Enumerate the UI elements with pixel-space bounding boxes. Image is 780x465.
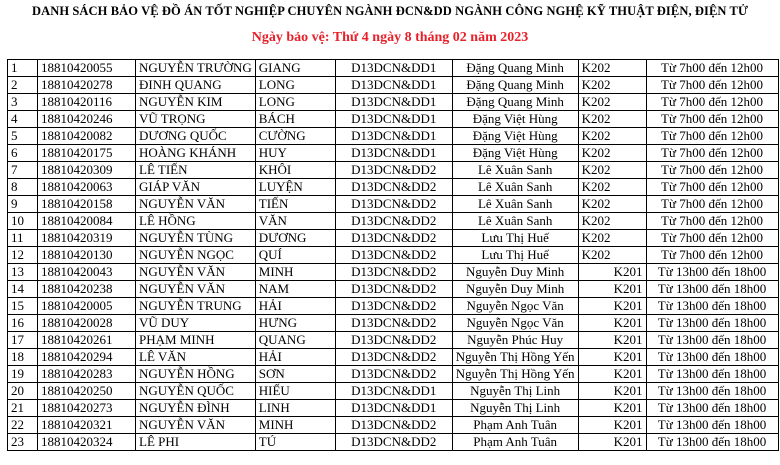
student-last-name: NGUYỄN ĐÌNH	[136, 400, 256, 417]
table-row	[8, 128, 779, 145]
table-row	[8, 264, 779, 281]
student-first-name: SƠN	[255, 366, 335, 383]
time-slot: Từ 13h00 đến 18h00	[646, 332, 778, 349]
class-code: D13DCN&DD2	[335, 434, 452, 451]
time-slot: Từ 7h00 đến 12h00	[646, 128, 778, 145]
time-slot: Từ 7h00 đến 12h00	[646, 162, 778, 179]
advisor-name: Đặng Việt Hùng	[452, 145, 578, 162]
class-code: D13DCN&DD2	[335, 332, 452, 349]
class-code: D13DCN&DD1	[335, 77, 452, 94]
advisor-name: Đặng Việt Hùng	[452, 111, 578, 128]
student-first-name: NAM	[255, 281, 335, 298]
time-slot: Từ 7h00 đến 12h00	[646, 179, 778, 196]
student-last-name: NGUYỄN TRUNG	[136, 298, 256, 315]
class-code: D13DCN&DD2	[335, 247, 452, 264]
time-slot: Từ 13h00 đến 18h00	[646, 434, 778, 451]
student-id: 18810420309	[38, 162, 136, 179]
row-number: 6	[8, 145, 38, 162]
student-id: 18810420278	[38, 77, 136, 94]
advisor-name: Lưu Thị Huế	[452, 230, 578, 247]
time-slot: Từ 7h00 đến 12h00	[646, 94, 778, 111]
time-slot: Từ 13h00 đến 18h00	[646, 417, 778, 434]
student-id: 18810420324	[38, 434, 136, 451]
table-row	[8, 196, 779, 213]
class-code: D13DCN&DD2	[335, 366, 452, 383]
row-number: 15	[8, 298, 38, 315]
row-number: 10	[8, 213, 38, 230]
time-slot: Từ 7h00 đến 12h00	[646, 111, 778, 128]
student-id: 18810420175	[38, 145, 136, 162]
advisor-name: Nguyễn Thị Hồng Yến	[452, 366, 578, 383]
class-code: D13DCN&DD1	[335, 383, 452, 400]
advisor-name: Lưu Thị Huế	[452, 247, 578, 264]
class-code: D13DCN&DD2	[335, 281, 452, 298]
student-last-name: NGUYỄN TRƯỜNG	[136, 60, 256, 77]
advisor-name: Đặng Quang Minh	[452, 94, 578, 111]
room: K202	[578, 145, 646, 162]
student-last-name: ĐINH QUANG	[136, 77, 256, 94]
row-number: 7	[8, 162, 38, 179]
student-first-name: TIẾN	[255, 196, 335, 213]
defense-date: Ngày bảo vệ: Thứ 4 ngày 8 tháng 02 năm 2023	[251, 30, 529, 45]
student-first-name: QUÍ	[255, 247, 335, 264]
student-id: 18810420063	[38, 179, 136, 196]
row-number: 4	[8, 111, 38, 128]
student-id: 18810420321	[38, 417, 136, 434]
student-id: 18810420283	[38, 366, 136, 383]
row-number: 8	[8, 179, 38, 196]
table-row	[8, 111, 779, 128]
student-first-name: BÁCH	[255, 111, 335, 128]
room: K202	[578, 230, 646, 247]
class-code: D13DCN&DD2	[335, 213, 452, 230]
student-first-name: LONG	[255, 77, 335, 94]
student-first-name: VĂN	[255, 213, 335, 230]
time-slot: Từ 13h00 đến 18h00	[646, 315, 778, 332]
room: K201	[578, 434, 646, 451]
student-last-name: NGUYỄN KIM	[136, 94, 256, 111]
table-row	[8, 366, 779, 383]
room: K201	[578, 383, 646, 400]
time-slot: Từ 7h00 đến 12h00	[646, 145, 778, 162]
room: K202	[578, 94, 646, 111]
student-first-name: HƯNG	[255, 315, 335, 332]
student-first-name: HẢI	[255, 298, 335, 315]
student-id: 18810420028	[38, 315, 136, 332]
table-row	[8, 332, 779, 349]
table-row	[8, 383, 779, 400]
row-number: 17	[8, 332, 38, 349]
student-first-name: CƯỜNG	[255, 128, 335, 145]
room: K201	[578, 281, 646, 298]
time-slot: Từ 7h00 đến 12h00	[646, 77, 778, 94]
student-first-name: TÚ	[255, 434, 335, 451]
time-slot: Từ 13h00 đến 18h00	[646, 366, 778, 383]
room: K201	[578, 349, 646, 366]
table-row	[8, 434, 779, 451]
time-slot: Từ 7h00 đến 12h00	[646, 60, 778, 77]
student-first-name: LINH	[255, 400, 335, 417]
student-id: 18810420055	[38, 60, 136, 77]
student-id: 18810420250	[38, 383, 136, 400]
class-code: D13DCN&DD2	[335, 315, 452, 332]
table-row	[8, 247, 779, 264]
student-last-name: PHẠM MINH	[136, 332, 256, 349]
advisor-name: Nguyễn Duy Minh	[452, 264, 578, 281]
time-slot: Từ 13h00 đến 18h00	[646, 383, 778, 400]
class-code: D13DCN&DD2	[335, 417, 452, 434]
table-row	[8, 315, 779, 332]
table-row	[8, 77, 779, 94]
student-last-name: HOÀNG KHÁNH	[136, 145, 256, 162]
table-row	[8, 298, 779, 315]
row-number: 22	[8, 417, 38, 434]
student-last-name: NGUYỄN QUỐC	[136, 383, 256, 400]
advisor-name: Đặng Việt Hùng	[452, 128, 578, 145]
student-id: 18810420005	[38, 298, 136, 315]
row-number: 23	[8, 434, 38, 451]
document-title: DANH SÁCH BẢO VỆ ĐỒ ÁN TỐT NGHIỆP CHUYÊN NGÀNH ĐCN&DD NGÀNH CÔNG NGHỆ KỸ THUẬT ĐIỆN, ĐIỆN TỬ	[31, 4, 749, 18]
table-row	[8, 230, 779, 247]
time-slot: Từ 13h00 đến 18h00	[646, 264, 778, 281]
table-row	[8, 349, 779, 366]
room: K202	[578, 60, 646, 77]
student-last-name: NGUYỄN VĂN	[136, 196, 256, 213]
student-first-name: QUANG	[255, 332, 335, 349]
time-slot: Từ 7h00 đến 12h00	[646, 196, 778, 213]
student-first-name: HUY	[255, 145, 335, 162]
student-last-name: NGUYỄN VĂN	[136, 281, 256, 298]
student-id: 18810420043	[38, 264, 136, 281]
room: K201	[578, 298, 646, 315]
student-id: 18810420273	[38, 400, 136, 417]
student-last-name: NGUYỄN TÙNG	[136, 230, 256, 247]
table-row	[8, 400, 779, 417]
student-first-name: LUYỆN	[255, 179, 335, 196]
class-code: D13DCN&DD1	[335, 111, 452, 128]
student-id: 18810420261	[38, 332, 136, 349]
class-code: D13DCN&DD1	[335, 400, 452, 417]
row-number: 2	[8, 77, 38, 94]
class-code: D13DCN&DD2	[335, 230, 452, 247]
class-code: D13DCN&DD1	[335, 60, 452, 77]
time-slot: Từ 13h00 đến 18h00	[646, 298, 778, 315]
row-number: 20	[8, 383, 38, 400]
class-code: D13DCN&DD2	[335, 349, 452, 366]
advisor-name: Nguyễn Thị Linh	[452, 400, 578, 417]
table-row	[8, 145, 779, 162]
room: K202	[578, 179, 646, 196]
student-first-name: MINH	[255, 264, 335, 281]
student-first-name: MINH	[255, 417, 335, 434]
row-number: 1	[8, 60, 38, 77]
student-last-name: GIÁP VĂN	[136, 179, 256, 196]
advisor-name: Lê Xuân Sanh	[452, 213, 578, 230]
room: K201	[578, 264, 646, 281]
row-number: 9	[8, 196, 38, 213]
student-id: 18810420082	[38, 128, 136, 145]
row-number: 5	[8, 128, 38, 145]
student-id: 18810420319	[38, 230, 136, 247]
student-last-name: NGUYỄN VĂN	[136, 417, 256, 434]
student-id: 18810420130	[38, 247, 136, 264]
class-code: D13DCN&DD2	[335, 298, 452, 315]
advisor-name: Nguyễn Thị Hồng Yến	[452, 349, 578, 366]
time-slot: Từ 13h00 đến 18h00	[646, 400, 778, 417]
table-row	[8, 94, 779, 111]
room: K202	[578, 196, 646, 213]
class-code: D13DCN&DD1	[335, 145, 452, 162]
room: K202	[578, 111, 646, 128]
advisor-name: Nguyễn Ngọc Văn	[452, 298, 578, 315]
time-slot: Từ 7h00 đến 12h00	[646, 230, 778, 247]
student-last-name: VŨ DUY	[136, 315, 256, 332]
row-number: 21	[8, 400, 38, 417]
row-number: 18	[8, 349, 38, 366]
student-last-name: DƯƠNG QUỐC	[136, 128, 256, 145]
advisor-name: Đặng Quang Minh	[452, 77, 578, 94]
table-row	[8, 179, 779, 196]
advisor-name: Nguyễn Phúc Huy	[452, 332, 578, 349]
student-first-name: DƯƠNG	[255, 230, 335, 247]
advisor-name: Nguyễn Ngọc Văn	[452, 315, 578, 332]
student-first-name: KHÔI	[255, 162, 335, 179]
room: K202	[578, 128, 646, 145]
student-last-name: NGUYỄN NGỌC	[136, 247, 256, 264]
class-code: D13DCN&DD1	[335, 128, 452, 145]
student-id: 18810420116	[38, 94, 136, 111]
advisor-name: Lê Xuân Sanh	[452, 179, 578, 196]
room: K201	[578, 417, 646, 434]
class-code: D13DCN&DD2	[335, 162, 452, 179]
class-code: D13DCN&DD1	[335, 94, 452, 111]
student-first-name: HẢI	[255, 349, 335, 366]
row-number: 11	[8, 230, 38, 247]
student-last-name: LÊ VĂN	[136, 349, 256, 366]
student-last-name: NGUYỄN VĂN	[136, 264, 256, 281]
room: K202	[578, 162, 646, 179]
student-id: 18810420246	[38, 111, 136, 128]
room: K201	[578, 332, 646, 349]
room: K201	[578, 315, 646, 332]
student-last-name: LÊ HỒNG	[136, 213, 256, 230]
room: K201	[578, 366, 646, 383]
table-row	[8, 162, 779, 179]
table-row	[8, 281, 779, 298]
student-last-name: NGUYỄN HỒNG	[136, 366, 256, 383]
row-number: 3	[8, 94, 38, 111]
student-table	[7, 59, 779, 451]
time-slot: Từ 7h00 đến 12h00	[646, 213, 778, 230]
student-first-name: LONG	[255, 94, 335, 111]
room: K202	[578, 77, 646, 94]
table-row	[8, 213, 779, 230]
time-slot: Từ 7h00 đến 12h00	[646, 247, 778, 264]
advisor-name: Nguyễn Thị Linh	[452, 383, 578, 400]
room: K202	[578, 247, 646, 264]
advisor-name: Phạm Anh Tuân	[452, 417, 578, 434]
room: K201	[578, 400, 646, 417]
class-code: D13DCN&DD2	[335, 264, 452, 281]
student-first-name: GIANG	[255, 60, 335, 77]
student-first-name: HIẾU	[255, 383, 335, 400]
class-code: D13DCN&DD2	[335, 196, 452, 213]
advisor-name: Phạm Anh Tuân	[452, 434, 578, 451]
class-code: D13DCN&DD2	[335, 179, 452, 196]
row-number: 12	[8, 247, 38, 264]
student-id: 18810420158	[38, 196, 136, 213]
time-slot: Từ 13h00 đến 18h00	[646, 281, 778, 298]
student-last-name: VŨ TRỌNG	[136, 111, 256, 128]
student-last-name: LÊ TIẾN	[136, 162, 256, 179]
advisor-name: Lê Xuân Sanh	[452, 162, 578, 179]
row-number: 19	[8, 366, 38, 383]
student-id: 18810420294	[38, 349, 136, 366]
time-slot: Từ 13h00 đến 18h00	[646, 349, 778, 366]
advisor-name: Lê Xuân Sanh	[452, 196, 578, 213]
student-last-name: LÊ PHI	[136, 434, 256, 451]
advisor-name: Nguyễn Duy Minh	[452, 281, 578, 298]
student-id: 18810420084	[38, 213, 136, 230]
room: K202	[578, 213, 646, 230]
row-number: 14	[8, 281, 38, 298]
row-number: 16	[8, 315, 38, 332]
student-id: 18810420238	[38, 281, 136, 298]
table-row	[8, 60, 779, 77]
table-row	[8, 417, 779, 434]
advisor-name: Đặng Quang Minh	[452, 60, 578, 77]
row-number: 13	[8, 264, 38, 281]
